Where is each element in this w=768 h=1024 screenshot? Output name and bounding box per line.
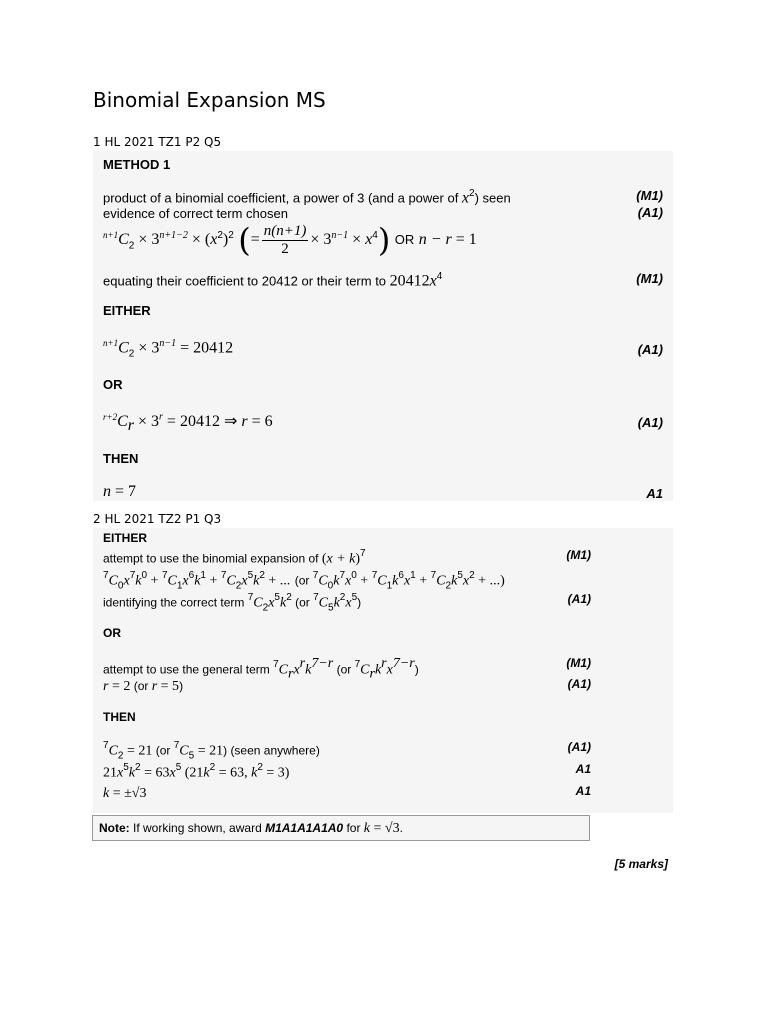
or-heading: OR (103, 377, 123, 392)
mark-m1: (M1) (566, 656, 591, 670)
question-1-label: 1 HL 2021 TZ1 P2 Q5 (93, 135, 222, 149)
q2-line-3: identifying the correct term $^7C_2x^5k^2$ (or $^7C_5k^2x^5$) (A1) (103, 592, 591, 614)
mark-m1: (M1) (636, 188, 663, 203)
mark-a1: (A1) (637, 205, 663, 220)
mark-m1: (M1) (566, 548, 591, 562)
q2-line-7: $21x^5k^2 = 63x^5$ ($21k^2 = 63$, $k^2 = 3$) A1 (103, 762, 591, 781)
question-2-label: 2 HL 2021 TZ2 P1 Q3 (93, 512, 222, 526)
mark-a1: (A1) (637, 415, 663, 430)
q1-either-line: $^{n+1}C_2 \times 3^{n-1} = 20412$ (A1) (103, 338, 663, 360)
q1-formula-line: $^{n+1}C_2 \times 3^{n+1-2} \times (x^2)^2$ (= $\frac{n(n+1)}{2}$ × $3^{n-1} \times x^4$) OR n − r = 1 (103, 221, 477, 259)
q2-line-4: attempt to use the general term $^7C_rx^rk^{7-r}$ (or $^7C_rk^rx^{7-r}$) (M1) (103, 656, 591, 682)
q2-line-1: attempt to use the binomial expansion of $(x + k)^7$ (M1) (103, 548, 591, 567)
q1-then-line: n = 7 A1 (103, 483, 663, 501)
q2-line-8: k = ±√3 A1 (103, 784, 591, 801)
method-heading: METHOD 1 (103, 157, 171, 172)
mark-a1: A1 (575, 762, 591, 776)
either-heading: EITHER (103, 303, 151, 318)
question-1-markscheme (93, 151, 673, 501)
mark-m1: (M1) (636, 271, 663, 286)
mark-a1: A1 (575, 784, 591, 798)
total-marks: [5 marks] (614, 857, 668, 871)
then-heading: THEN (103, 710, 136, 724)
mark-a1: A1 (646, 486, 663, 501)
either-heading: EITHER (103, 531, 148, 545)
or-heading: OR (103, 626, 121, 640)
q2-line-6: $^7C_2 = 21$ (or $^7C_5 = 21$) (seen anywhere) (A1) (103, 740, 591, 762)
mark-a1: (A1) (567, 677, 591, 691)
q1-or-line: $^{r+2}C_r \times 3^r = 20412$ ⇒ r = 6 (A1) (103, 411, 663, 435)
mark-a1: (A1) (567, 592, 591, 606)
page-title: Binomial Expansion MS (93, 88, 326, 112)
mark-a1: (A1) (567, 740, 591, 754)
q2-line-2: $^7C_0x^7k^0 + ^7C_1x^6k^1 + ^7C_2x^5k^2$ + ... (or $^7C_0k^7x^0 + ^7C_1k^6x^1 + ^7C_2k^5x^2$ + ...) (103, 570, 505, 592)
question-2-markscheme (93, 528, 673, 813)
mark-a1: (A1) (637, 342, 663, 357)
q1-line-1: product of a binomial coefficient, a power of 3 (and a power of $x^2$) seen (M1) (103, 188, 663, 207)
note-box: Note: If working shown, award M1A1A1A1A0 for k = √3. (92, 815, 590, 841)
q1-line-2: evidence of correct term chosen (A1) (103, 205, 663, 221)
q2-line-5: r = 2 (or r = 5) (A1) (103, 677, 591, 694)
then-heading: THEN (103, 451, 139, 466)
q1-line-4: equating their coefficient to 20412 or their term to $20412x^4$ (M1) (103, 271, 663, 290)
